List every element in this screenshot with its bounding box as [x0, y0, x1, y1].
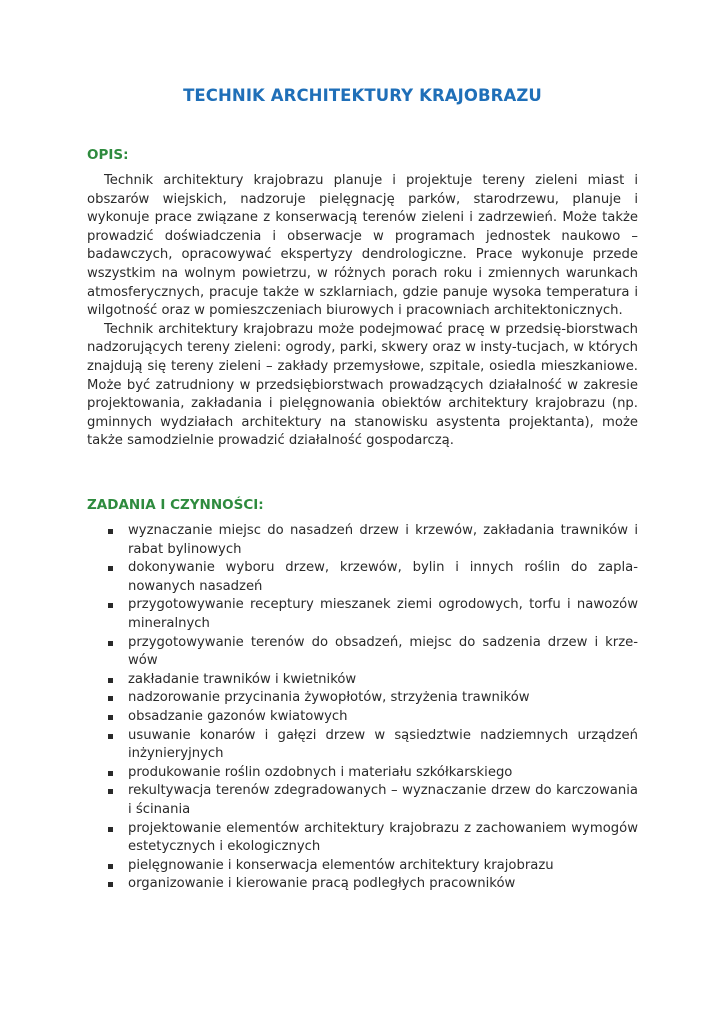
list-item-text: projektowanie elementów architektury krajobrazu z zachowaniem wymogów estetycznych i ekologicznych	[128, 820, 638, 855]
opis-paragraph-1: Technik architektury krajobrazu planuje i projektuje tereny zieleni miast i obszarów wiejskich, nadzoruje pielęgnację parków, starodrzewu, planuje i wykonuje prace związane z konserwacją terenów zieleni i zadrzewień. Może także prowadzić doświadczenia i obserwacje w programach jednostek naukowo – badawczych, opracowywać ekspertyzy dendrologiczne. Prace wykonuje przede wszystkim na wolnym powietrzu, w różnych porach roku i zmiennych warunkach atmosferycznych, pracuje także w szklarniach, gdzie panuje wysoka temperatura i wilgotność oraz w pomieszczeniach biurowych i pracowniach architektonicznych.	[87, 173, 638, 319]
square-bullet-icon	[108, 827, 113, 832]
square-bullet-icon	[108, 771, 113, 776]
list-item-text: rekultywacja terenów zdegradowanych – wyznaczanie drzew do karczowania i ścinania	[128, 783, 638, 817]
list-item	[87, 708, 638, 727]
list-item-text: dokonywanie wyboru drzew, krzewów, bylin i innych roślin do zapla-nowanych nasadzeń	[128, 560, 638, 594]
list-item	[87, 782, 638, 819]
opis-heading: OPIS:	[87, 147, 129, 163]
list-item-text: produkowanie roślin ozdobnych i materiału szkółkarskiego	[128, 764, 513, 780]
square-bullet-icon	[108, 789, 113, 794]
list-item	[87, 727, 638, 764]
list-item	[87, 764, 638, 783]
list-item	[87, 634, 638, 671]
list-item	[87, 857, 638, 876]
list-item	[87, 820, 638, 857]
square-bullet-icon	[108, 882, 113, 887]
square-bullet-icon	[108, 566, 113, 571]
opis-paragraph-2: Technik architektury krajobrazu może podejmować pracę w przedsię-biorstwach nadzorujących tereny zieleni: ogrody, parki, skwery oraz w insty-tucjach, w których znajdują się tereny zieleni – zakłady przemysłowe, szpitale, osiedla mieszkaniowe. Może być zatrudniony w przedsiębiorstwach prowadzących działalność w zakresie projektowania, zakładania i pielęgnowania obiektów architektury krajobrazu (np. gminnych wydziałach architektury na stanowisku asystenta projektanta), może także samodzielnie prowadzić działalność gospodarczą.	[87, 321, 638, 449]
square-bullet-icon	[108, 734, 113, 739]
list-item-text: pielęgnowanie i konserwacja elementów architektury krajobrazu	[128, 857, 554, 873]
square-bullet-icon	[108, 715, 113, 720]
list-item-text: przygotowywanie terenów do obsadzeń, miejsc do sadzenia drzew i krze-wów	[128, 634, 638, 669]
list-item	[87, 671, 638, 690]
square-bullet-icon	[108, 529, 113, 534]
list-item	[87, 689, 638, 708]
page-title: TECHNIK ARCHITEKTURY KRAJOBRAZU	[183, 86, 542, 105]
list-item-text: zakładanie trawników i kwietników	[128, 671, 357, 687]
opis-description	[87, 172, 638, 451]
list-item	[87, 875, 638, 894]
square-bullet-icon	[108, 678, 113, 683]
square-bullet-icon	[108, 641, 113, 646]
list-item-text: przygotowywanie receptury mieszanek ziemi ogrodowych, torfu i nawozów mineralnych	[128, 597, 638, 631]
square-bullet-icon	[108, 696, 113, 701]
list-item	[87, 522, 638, 559]
list-item-text: obsadzanie gazonów kwiatowych	[128, 708, 348, 724]
square-bullet-icon	[108, 864, 113, 869]
task-list	[87, 522, 638, 894]
square-bullet-icon	[108, 603, 113, 608]
list-item-text: organizowanie i kierowanie pracą podległych pracowników	[128, 876, 516, 892]
list-item-text: nadzorowanie przycinania żywopłotów, strzyżenia trawników	[128, 690, 530, 706]
list-item	[87, 596, 638, 633]
list-item-text: usuwanie konarów i gałęzi drzew w sąsiedztwie nadziemnych urządzeń inżynieryjnych	[128, 727, 638, 762]
zadania-heading: ZADANIA I CZYNNOŚCI:	[87, 497, 264, 513]
list-item-text: wyznaczanie miejsc do nasadzeń drzew i krzewów, zakładania trawników i rabat bylinowych	[128, 523, 638, 557]
list-item	[87, 559, 638, 596]
